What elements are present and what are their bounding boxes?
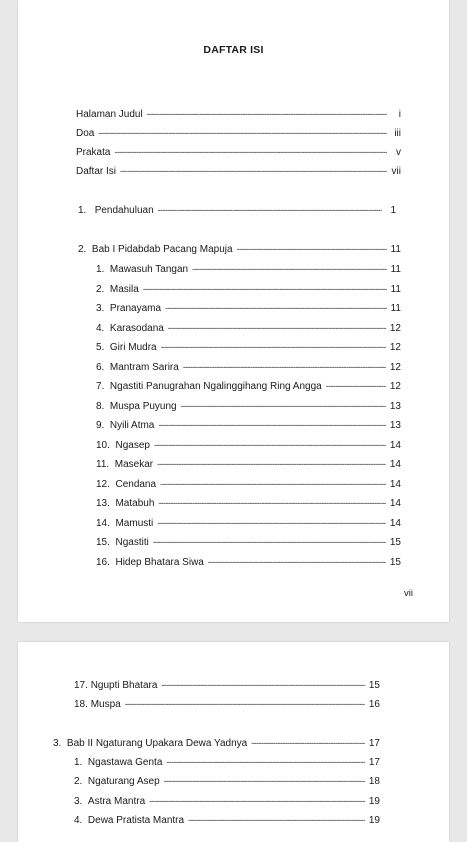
- leader-dots: [114, 145, 387, 159]
- toc-entry-page: 1: [390, 205, 396, 216]
- toc-entry-label: 11. Masekar: [96, 459, 154, 470]
- toc-entry[interactable]: [96, 360, 401, 374]
- toc-entry[interactable]: [96, 496, 401, 510]
- toc-entry-page: 16: [368, 699, 380, 710]
- toc-entry-page: 17: [368, 738, 380, 749]
- toc-entry-label: 1. Ngastawa Genta: [74, 757, 163, 768]
- toc-entry-label: 4. Dewa Pratista Mantra: [74, 814, 185, 826]
- leader-dots: [192, 262, 387, 276]
- toc-entry-label: Daftar Isi: [76, 166, 117, 177]
- toc-entry-page: v: [396, 147, 401, 158]
- toc-chapter[interactable]: [53, 736, 380, 750]
- toc-entry-page: 11: [390, 303, 401, 314]
- toc-entry-label: Prakata: [76, 147, 111, 158]
- toc-entry[interactable]: [96, 321, 401, 335]
- page-title: DAFTAR ISI: [203, 44, 264, 56]
- leader-dots: [157, 516, 386, 530]
- leader-dots: [157, 457, 386, 471]
- toc-entry[interactable]: [96, 418, 401, 432]
- toc-entry-page: 11: [390, 244, 401, 255]
- toc-entry[interactable]: [74, 678, 380, 692]
- leader-dots: [154, 438, 386, 452]
- leader-dots: [168, 321, 386, 335]
- leader-dots: [160, 477, 386, 491]
- toc-entry-page: 15: [389, 537, 401, 548]
- toc-entry-label: 5. Giri Mudra: [96, 342, 157, 353]
- toc-entry-page: i: [398, 109, 401, 120]
- toc-entry-label: 6. Mantram Sarira: [96, 361, 179, 373]
- leader-dots: [161, 678, 364, 692]
- toc-entry[interactable]: [96, 379, 401, 393]
- toc-entry-page: 14: [389, 478, 401, 490]
- toc-entry-label: 4. Karasodana: [96, 322, 164, 334]
- toc-entry-label: 1. Mawasuh Tangan: [96, 264, 189, 275]
- leader-dots: [158, 203, 382, 217]
- toc-entry-label: 17. Ngupti Bhatara: [74, 680, 158, 691]
- toc-entry-label: Doa: [76, 128, 95, 139]
- toc-entry-label: 7. Ngastiti Panugrahan Ngalinggihang Ring Angga: [96, 381, 322, 392]
- page-number: vii: [404, 588, 413, 599]
- leader-dots: [158, 496, 385, 510]
- toc-entry[interactable]: [96, 457, 401, 471]
- leader-dots: [164, 774, 365, 788]
- toc-entry[interactable]: [76, 107, 401, 121]
- toc-entry[interactable]: [96, 516, 401, 530]
- leader-dots: [237, 242, 387, 256]
- toc-entry-page: 18: [368, 776, 380, 788]
- toc-entry-label: 3. Pranayama: [96, 303, 162, 314]
- toc-entry-page: 15: [368, 680, 380, 691]
- toc-entry-page: 19: [368, 814, 380, 826]
- toc-entry-page: 12: [389, 361, 401, 373]
- toc-entry-page: 12: [389, 342, 401, 353]
- leader-dots: [208, 555, 386, 569]
- toc-entry-label: 8. Muspa Puyung: [96, 400, 177, 412]
- toc-entry-page: vii: [391, 166, 401, 177]
- leader-dots: [166, 755, 364, 769]
- toc-entry-page: 11: [390, 264, 401, 275]
- toc-entry-label: 15. Ngastiti: [96, 537, 149, 548]
- leader-dots: [181, 399, 386, 413]
- document-page-2: [18, 642, 449, 842]
- leader-dots: [161, 340, 386, 354]
- toc-entry-page: 14: [389, 498, 401, 509]
- toc-entry-label: Halaman Judul: [76, 109, 143, 120]
- toc-entry-label: 12. Cendana: [96, 478, 157, 490]
- toc-entry[interactable]: [76, 126, 401, 140]
- toc-entry-label: 1. Pendahuluan: [78, 205, 154, 216]
- toc-entry-page: 13: [389, 400, 401, 412]
- leader-dots: [153, 535, 386, 549]
- toc-entry[interactable]: [74, 794, 380, 808]
- leader-dots: [183, 360, 386, 374]
- leader-dots: [165, 301, 387, 315]
- leader-dots: [149, 794, 365, 808]
- toc-entry[interactable]: [74, 697, 380, 711]
- leader-dots: [143, 282, 387, 296]
- toc-entry[interactable]: [96, 282, 401, 296]
- toc-entry-page: 12: [389, 381, 401, 392]
- leader-dots: [125, 697, 365, 711]
- toc-chapter[interactable]: [78, 203, 396, 217]
- toc-entry[interactable]: [76, 164, 401, 178]
- toc-entry[interactable]: [74, 813, 380, 827]
- toc-entry-page: 15: [389, 556, 401, 568]
- leader-dots: [158, 418, 386, 432]
- toc-entry-label: 3. Astra Mantra: [74, 795, 146, 807]
- toc-entry[interactable]: [96, 399, 401, 413]
- toc-entry[interactable]: [74, 755, 380, 769]
- leader-dots: [188, 813, 365, 827]
- toc-entry-page: 14: [389, 459, 401, 470]
- toc-entry-label: 2. Masila: [96, 283, 139, 295]
- toc-entry-label: 3. Bab II Ngaturang Upakara Dewa Yadnya: [53, 738, 248, 749]
- leader-dots: [147, 107, 387, 121]
- toc-entry-page: 11: [390, 283, 401, 295]
- toc-entry[interactable]: [96, 535, 401, 549]
- leader-dots: [98, 126, 387, 140]
- toc-entry-label: 2. Ngaturang Asep: [74, 776, 160, 788]
- toc-entry-page: 14: [389, 517, 401, 529]
- toc-entry-page: 12: [389, 322, 401, 334]
- toc-entry-page: 19: [368, 795, 380, 807]
- leader-dots: [251, 736, 365, 750]
- toc-entry-page: 14: [389, 439, 401, 451]
- toc-entry[interactable]: [74, 774, 380, 788]
- toc-entry-label: 10. Ngasep: [96, 439, 150, 451]
- toc-entry[interactable]: [96, 438, 401, 452]
- leader-dots: [120, 164, 387, 178]
- toc-entry-label: 18. Muspa: [74, 699, 121, 710]
- toc-entry[interactable]: [96, 555, 401, 569]
- toc-entry[interactable]: [96, 340, 401, 354]
- toc-entry[interactable]: [96, 262, 401, 276]
- document-page-1: [18, 0, 449, 622]
- toc-entry-label: 13. Matabuh: [96, 498, 155, 509]
- toc-entry-label: 9. Nyili Atma: [96, 420, 155, 431]
- toc-entry-page: 13: [389, 420, 401, 431]
- toc-entry-label: 14. Mamusti: [96, 517, 154, 529]
- toc-entry-label: 16. Hidep Bhatara Siwa: [96, 556, 204, 568]
- leader-dots: [326, 379, 386, 393]
- toc-entry-page: iii: [394, 128, 401, 139]
- toc-entry-page: 17: [368, 757, 380, 768]
- toc-chapter[interactable]: [78, 242, 401, 256]
- toc-entry[interactable]: [96, 477, 401, 491]
- toc-entry[interactable]: [76, 145, 401, 159]
- toc-entry[interactable]: [96, 301, 401, 315]
- toc-entry-label: 2. Bab I Pidabdab Pacang Mapuja: [78, 244, 233, 255]
